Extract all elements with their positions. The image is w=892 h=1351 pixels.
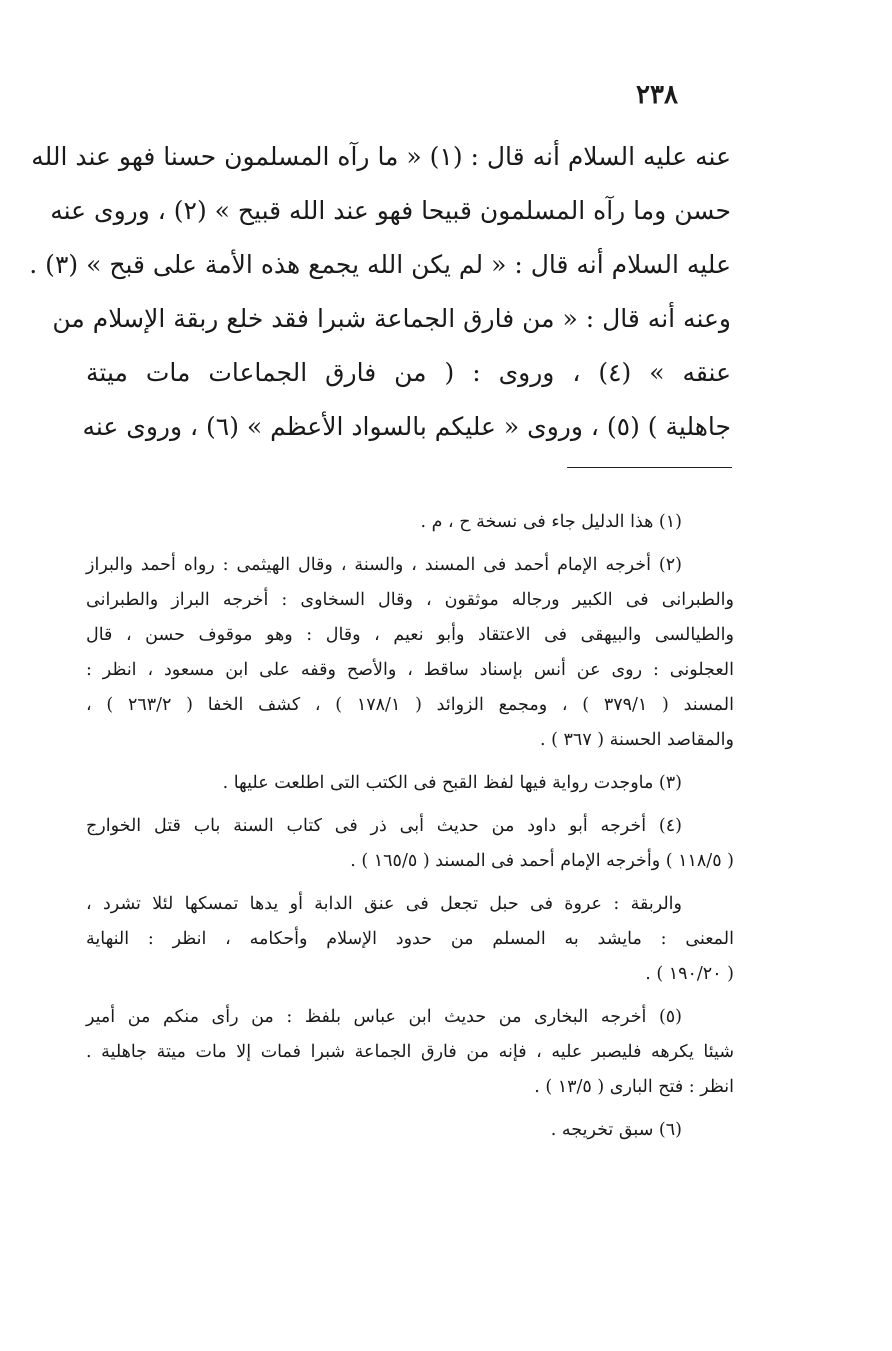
footnote-line: والطبرانى فى الكبير ورجاله موثقون ، وقال السخاوى : أخرجه البراز والطبرانى xyxy=(86,590,734,610)
footnote-line: ( ١١٨/٥ ) وأخرجه الإمام أحمد فى المسند ( ١٦٥/٥ ) . xyxy=(350,851,734,871)
main-text-line: عنه عليه السلام أنه قال : (١) « ما رآه المسلمون حسنا فهو عند الله xyxy=(31,142,731,171)
footnote-line: والربقة : عروة فى حبل تجعل فى عنق الدابة أو يدها تمسكها لئلا تشرد ، xyxy=(86,894,682,914)
footnote-line: (٥) أخرجه البخارى من حديث ابن عباس بلفظ : من رأى منكم من أمير xyxy=(86,1007,682,1027)
footnote-line: انظر : فتح البارى ( ١٣/٥ ) . xyxy=(534,1077,734,1097)
footnote-3 xyxy=(86,766,734,801)
footnote-2 xyxy=(86,548,734,758)
footnote-line: (٦) سبق تخريجه . xyxy=(550,1120,682,1140)
footnote-line: (٢) أخرجه الإمام أحمد فى المسند ، والسنة ، وقال الهيثمى : رواه أحمد والبراز xyxy=(86,555,682,575)
footnote-4 xyxy=(86,809,734,879)
footnote-separator xyxy=(567,467,732,468)
footnote-line: (١) هذا الدليل جاء فى نسخة ح ، م . xyxy=(420,512,682,532)
footnote-line: والطيالسى والبيهقى فى الاعتقاد وأبو نعيم ، وقال : وهو موقوف حسن ، قال xyxy=(86,625,734,645)
footnote-line: العجلونى : روى عن أنس بإسناد ساقط ، والأصح وقفه على ابن مسعود ، انظر : xyxy=(86,660,734,680)
footnote-5 xyxy=(86,1000,734,1105)
footnote-4-gloss xyxy=(86,887,734,992)
page-number: ٢٣٨ xyxy=(636,80,678,110)
footnote-6 xyxy=(86,1113,734,1148)
main-text-line: عليه السلام أنه قال : « لم يكن الله يجمع هذه الأمة على قبح » (٣) . xyxy=(29,250,731,279)
main-text-line: حسن وما رآه المسلمون قبيحا فهو عند الله قبيح » (٢) ، وروى عنه xyxy=(50,196,731,225)
main-text-line: جاهلية ) (٥) ، وروى « عليكم بالسواد الأعظم » (٦) ، وروى عنه xyxy=(82,412,731,441)
footnote-line: (٣) ماوجدت رواية فيها لفظ القبح فى الكتب التى اطلعت عليها . xyxy=(222,773,682,793)
footnote-line: (٤) أخرجه أبو داود من حديث أبى ذر فى كتاب السنة باب قتل الخوارج xyxy=(86,816,682,836)
main-text xyxy=(29,130,732,454)
footnote-1 xyxy=(86,505,734,540)
footnote-line: المعنى : مايشد به المسلم من حدود الإسلام وأحكامه ، انظر : النهاية xyxy=(86,929,734,949)
footnotes xyxy=(86,505,734,1156)
main-text-line: وعنه أنه قال : « من فارق الجماعة شبرا فقد خلع ربقة الإسلام من xyxy=(52,304,731,333)
footnote-line: شيئا يكرهه فليصبر عليه ، فإنه من فارق الجماعة شبرا فمات إلا مات ميتة جاهلية . xyxy=(86,1042,734,1062)
footnote-line: والمقاصد الحسنة ( ٣٦٧ ) . xyxy=(540,730,734,750)
footnote-line: المسند ( ٣٧٩/١ ) ، ومجمع الزوائد ( ١٧٨/١ ) ، كشف الخفا ( ٢٦٣/٢ ) ، xyxy=(86,695,734,715)
footnote-line: ( ١٩٠/٢٠ ) . xyxy=(645,964,734,984)
main-text-line: عنقه » (٤) ، وروى : ( من فارق الجماعات مات ميتة xyxy=(86,358,732,387)
